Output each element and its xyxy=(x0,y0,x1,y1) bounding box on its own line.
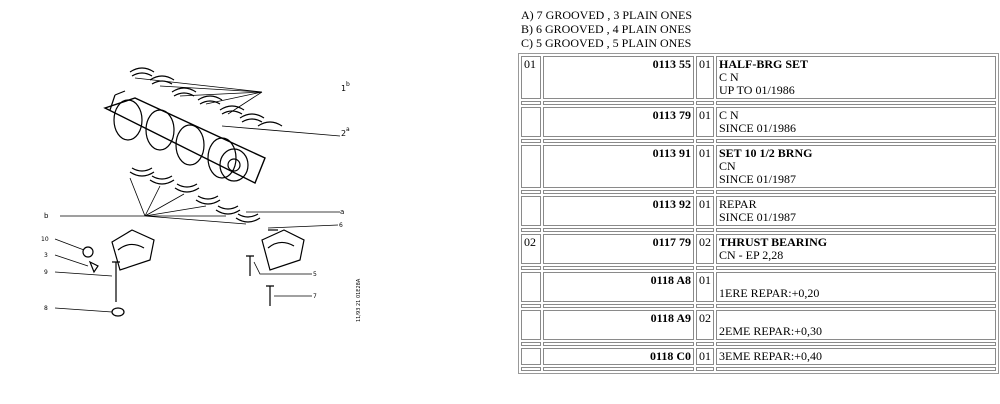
part-reference[interactable]: 0118 A9 xyxy=(543,310,694,340)
description-line: SINCE 01/1986 xyxy=(719,121,797,135)
separator-cell xyxy=(696,190,714,194)
separator-cell xyxy=(521,190,541,194)
quantity: 01 xyxy=(696,272,714,302)
diagram-label-3: 3 xyxy=(44,252,48,259)
separator-cell xyxy=(543,266,694,270)
separator-cell xyxy=(696,304,714,308)
part-reference[interactable]: 0113 92 xyxy=(543,196,694,226)
separator-cell xyxy=(696,139,714,143)
separator-cell xyxy=(543,101,694,105)
note-b: B) 6 GROOVED , 4 PLAIN ONES xyxy=(521,22,692,36)
separator-cell xyxy=(521,139,541,143)
separator-cell xyxy=(696,266,714,270)
item-number xyxy=(521,196,541,226)
description-line: 3EME REPAR:+0,40 xyxy=(719,349,823,363)
table-row[interactable] xyxy=(521,234,996,264)
separator-cell xyxy=(696,342,714,346)
separator-cell xyxy=(696,367,714,371)
separator-cell xyxy=(521,266,541,270)
part-reference[interactable]: 0113 91 xyxy=(543,145,694,188)
separator-cell xyxy=(543,304,694,308)
part-description xyxy=(716,196,996,226)
diagram-label-5: 5 xyxy=(313,271,317,278)
description-line: CN xyxy=(719,159,736,173)
description-title: SET 10 1/2 BRNG xyxy=(719,146,813,160)
table-row[interactable] xyxy=(521,310,996,340)
part-description xyxy=(716,56,996,99)
diagram-label-9: 9 xyxy=(44,269,48,276)
part-description xyxy=(716,348,996,365)
separator-cell xyxy=(716,266,996,270)
diagram-label-6: 6 xyxy=(339,222,343,229)
part-reference[interactable]: 0113 79 xyxy=(543,107,694,137)
diagram-label-7: 7 xyxy=(313,293,317,300)
note-c: C) 5 GROOVED , 5 PLAIN ONES xyxy=(521,36,692,50)
part-reference[interactable]: 0118 C0 xyxy=(543,348,694,365)
part-reference[interactable]: 0113 55 xyxy=(543,56,694,99)
table-row[interactable] xyxy=(521,107,996,137)
table-row[interactable] xyxy=(521,56,996,99)
separator-cell xyxy=(521,304,541,308)
part-reference[interactable]: 0118 A8 xyxy=(543,272,694,302)
item-number xyxy=(521,272,541,302)
diagram-label-10: 10 xyxy=(41,236,49,243)
row-separator xyxy=(521,190,996,194)
quantity: 01 xyxy=(696,145,714,188)
part-description xyxy=(716,107,996,137)
diagram-label-a: a xyxy=(340,208,345,216)
quantity: 02 xyxy=(696,310,714,340)
description-line: SINCE 01/1987 xyxy=(719,210,797,224)
note-a: A) 7 GROOVED , 3 PLAIN ONES xyxy=(521,8,692,22)
separator-cell xyxy=(696,101,714,105)
separator-cell xyxy=(543,228,694,232)
description-line: 2EME REPAR:+0,30 xyxy=(719,324,823,338)
item-number xyxy=(521,107,541,137)
diagram-label-8: 8 xyxy=(44,305,48,312)
quantity: 02 xyxy=(696,234,714,264)
table-row[interactable] xyxy=(521,145,996,188)
row-separator xyxy=(521,367,996,371)
separator-cell xyxy=(521,367,541,371)
separator-cell xyxy=(696,228,714,232)
item-number xyxy=(521,348,541,365)
separator-cell xyxy=(521,228,541,232)
item-number: 01 xyxy=(521,56,541,99)
part-reference[interactable]: 0117 79 xyxy=(543,234,694,264)
parts-table xyxy=(518,53,999,374)
part-description xyxy=(716,234,996,264)
description-line: UP TO 01/1986 xyxy=(719,83,795,97)
separator-cell xyxy=(521,342,541,346)
item-number xyxy=(521,310,541,340)
row-separator xyxy=(521,228,996,232)
description-line: C N xyxy=(719,108,739,122)
separator-cell xyxy=(716,139,996,143)
row-separator xyxy=(521,139,996,143)
diagram-label-1b: b xyxy=(346,81,350,88)
separator-cell xyxy=(716,190,996,194)
separator-cell xyxy=(543,190,694,194)
diagram-label-2: 2 xyxy=(341,129,347,138)
item-number: 02 xyxy=(521,234,541,264)
description-line: 1ERE REPAR:+0,20 xyxy=(719,286,820,300)
description-title: THRUST BEARING xyxy=(719,235,828,249)
part-description xyxy=(716,145,996,188)
row-separator xyxy=(521,101,996,105)
diagram-label-b: b xyxy=(44,212,49,220)
separator-cell xyxy=(716,228,996,232)
table-row[interactable] xyxy=(521,272,996,302)
separator-cell xyxy=(543,342,694,346)
quantity: 01 xyxy=(696,348,714,365)
row-separator xyxy=(521,304,996,308)
item-number xyxy=(521,145,541,188)
table-row[interactable] xyxy=(521,348,996,365)
description-line: REPAR xyxy=(719,197,757,211)
part-description xyxy=(716,272,996,302)
separator-cell xyxy=(543,367,694,371)
quantity: 01 xyxy=(696,56,714,99)
separator-cell xyxy=(716,367,996,371)
parts-list-panel xyxy=(516,0,1000,404)
diagram-label-2a: a xyxy=(346,126,350,133)
description-line: SINCE 01/1987 xyxy=(719,172,797,186)
variant-notes xyxy=(521,8,692,50)
separator-cell xyxy=(716,304,996,308)
separator-cell xyxy=(716,101,996,105)
description-line: C N xyxy=(719,70,739,84)
diagram-code: 11/93 21 01E28A xyxy=(356,278,362,322)
separator-cell xyxy=(521,101,541,105)
description-line: CN - EP 2,28 xyxy=(719,248,784,262)
description-title: HALF-BRG SET xyxy=(719,57,809,71)
separator-cell xyxy=(716,342,996,346)
row-separator xyxy=(521,342,996,346)
part-description xyxy=(716,310,996,340)
diagram-label-1: 1 xyxy=(341,84,347,93)
table-row[interactable] xyxy=(521,196,996,226)
quantity: 01 xyxy=(696,107,714,137)
separator-cell xyxy=(543,139,694,143)
quantity: 01 xyxy=(696,196,714,226)
row-separator xyxy=(521,266,996,270)
